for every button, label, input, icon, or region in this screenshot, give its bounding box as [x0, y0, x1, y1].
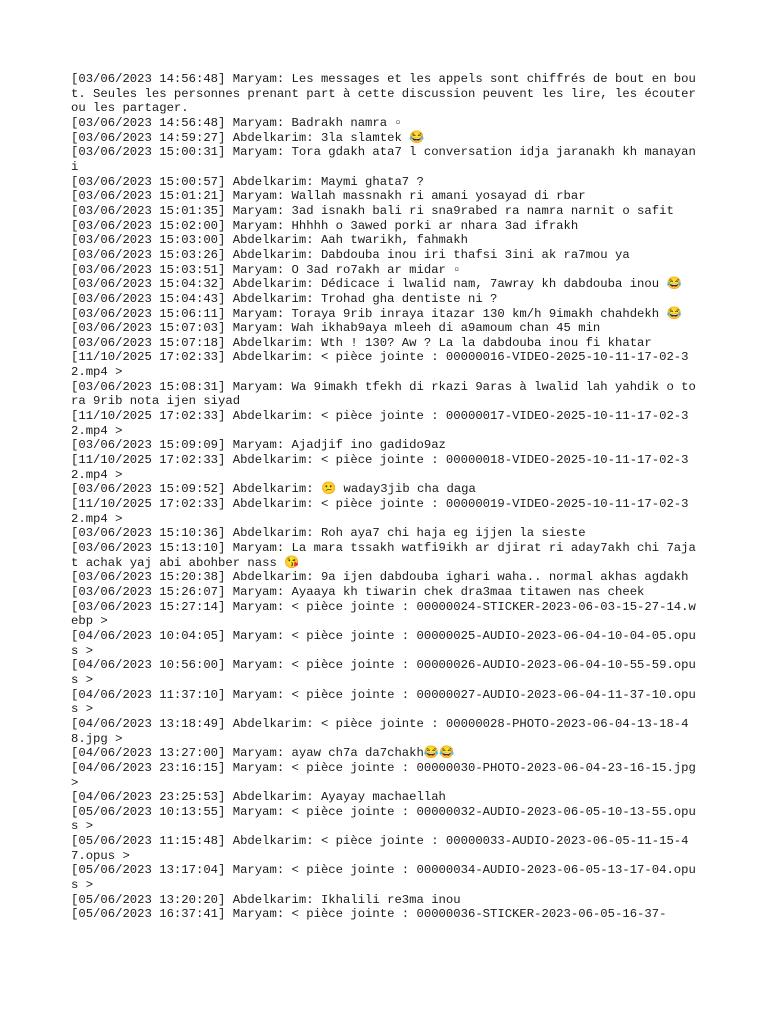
message-line: [03/06/2023 15:00:57] Abdelkarim: Maymi ghata7 ? — [71, 174, 424, 189]
message-line: [03/06/2023 15:07:18] Abdelkarim: Wth ! 130? Aw ? La la dabdouba inou fi khatar — [71, 335, 652, 350]
message-line: [03/06/2023 15:01:35] Maryam: 3ad isnakh bali ri sna9rabed ra namra narnit o safit — [71, 203, 674, 218]
message-line: [05/06/2023 13:20:20] Abdelkarim: Ikhalili re3ma inou — [71, 892, 461, 907]
message-line: [03/06/2023 15:02:00] Maryam: Hhhhh o 3awed porki ar nhara 3ad ifrakh — [71, 218, 579, 233]
message-line: [04/06/2023 13:27:00] Maryam: ayaw ch7a da7chakh😂😂 — [71, 746, 455, 761]
attachment-line: [04/06/2023 23:16:15] Maryam: < pièce jointe : 00000030-PHOTO-2023-06-04-23-16-15.jpg > — [71, 760, 704, 790]
message-line: [03/06/2023 15:09:09] Maryam: Ajadjif ino gadido9az — [71, 438, 446, 453]
attachment-line: [04/06/2023 10:04:05] Maryam: < pièce jointe : 00000025-AUDIO-2023-06-04-10-04-05.opus > — [71, 628, 696, 658]
attachment-line: [05/06/2023 11:15:48] Abdelkarim: < pièce jointe : 00000033-AUDIO-2023-06-05-11-15-47.opus > — [71, 834, 689, 863]
attachment-line: [04/06/2023 13:18:49] Abdelkarim: < pièce jointe : 00000028-PHOTO-2023-06-04-13-18-48.jpg > — [71, 716, 689, 746]
attachment-line: [04/06/2023 11:37:10] Maryam: < pièce jointe : 00000027-AUDIO-2023-06-04-11-37-10.opus > — [71, 687, 696, 717]
message-line: [03/06/2023 15:13:10] Maryam: La mara tssakh watfi9ikh ar djirat ri aday7akh chi 7ajat achak yaj abi abohber nass 😘 — [71, 541, 696, 570]
message-line: [03/06/2023 15:10:36] Abdelkarim: Roh aya7 chi haja eg ijjen la sieste — [71, 526, 586, 541]
attachment-line: [11/10/2025 17:02:33] Abdelkarim: < pièce jointe : 00000016-VIDEO-2025-10-11-17-02-32.mp4 > — [71, 350, 689, 380]
message-line: [04/06/2023 23:25:53] Abdelkarim: Ayayay machaellah — [71, 790, 446, 805]
message-line: [03/06/2023 15:20:38] Abdelkarim: 9a ijen dabdouba ighari waha.. normal akhas agdakh — [71, 570, 689, 585]
message-line: [03/06/2023 15:06:11] Maryam: Toraya 9rib inraya itazar 130 km/h 9imakh chahdekh 😂 — [71, 306, 682, 321]
message-line: [03/06/2023 15:00:31] Maryam: Tora gdakh ata7 l conversation idja jaranakh kh manayani — [71, 145, 696, 174]
message-line: [03/06/2023 15:09:52] Abdelkarim: 😕 waday3jib cha daga — [71, 482, 476, 497]
attachment-line: [05/06/2023 10:13:55] Maryam: < pièce jointe : 00000032-AUDIO-2023-06-05-10-13-55.opus > — [71, 804, 696, 834]
message-line: [03/06/2023 15:01:21] Maryam: Wallah massnakh ri amani yosayad di rbar — [71, 189, 586, 204]
message-line: [03/06/2023 15:04:43] Abdelkarim: Trohad gha dentiste ni ? — [71, 291, 498, 306]
message-line: [03/06/2023 15:04:32] Abdelkarim: Dédicace i lwalid nam, 7awray kh dabdouba inou 😂 — [71, 277, 682, 292]
message-line: [03/06/2023 15:08:31] Maryam: Wa 9imakh tfekh di rkazi 9aras à lwalid lah yahdik o tora 9rib nota ijen siyad — [71, 379, 696, 409]
message-line: [03/06/2023 15:03:51] Maryam: O 3ad ro7akh ar midar ▫ — [71, 262, 461, 277]
message-line: [03/06/2023 15:26:07] Maryam: Ayaaya kh tiwarin chek dra3maa titawen nas cheek — [71, 584, 645, 599]
attachment-line: [03/06/2023 15:27:14] Maryam: < pièce jointe : 00000024-STICKER-2023-06-03-15-27-14.webp > — [71, 599, 696, 629]
message-line: [03/06/2023 15:03:00] Abdelkarim: Aah twarikh, fahmakh — [71, 233, 468, 248]
attachment-line: [11/10/2025 17:02:33] Abdelkarim: < pièce jointe : 00000017-VIDEO-2025-10-11-17-02-32.mp4 > — [71, 409, 689, 438]
message-line: [03/06/2023 14:56:48] Maryam: Les messages et les appels sont chiffrés de bout en bout. Seules les personnes prenant part à cette discussion peuvent les lire, les écouter ou les partager. — [71, 72, 704, 116]
chat-transcript — [71, 72, 704, 922]
attachment-line: [04/06/2023 10:56:00] Maryam: < pièce jointe : 00000026-AUDIO-2023-06-04-10-55-59.opus > — [71, 658, 696, 687]
message-line: [03/06/2023 15:03:26] Abdelkarim: Dabdouba inou iri thafsi 3ini ak ra7mou ya — [71, 247, 630, 262]
attachment-line: [05/06/2023 16:37:41] Maryam: < pièce jointe : 00000036-STICKER-2023-06-05-16-37- — [71, 907, 667, 922]
attachment-line: [05/06/2023 13:17:04] Maryam: < pièce jointe : 00000034-AUDIO-2023-06-05-13-17-04.opus > — [71, 863, 696, 893]
attachment-line: [11/10/2025 17:02:33] Abdelkarim: < pièce jointe : 00000019-VIDEO-2025-10-11-17-02-32.mp4 > — [71, 497, 689, 526]
message-line: [03/06/2023 14:56:48] Maryam: Badrakh namra ▫ — [71, 115, 402, 130]
attachment-line: [11/10/2025 17:02:33] Abdelkarim: < pièce jointe : 00000018-VIDEO-2025-10-11-17-02-32.mp4 > — [71, 453, 689, 482]
message-line: [03/06/2023 15:07:03] Maryam: Wah ikhab9aya mleeh di a9amoum chan 45 min — [71, 321, 601, 336]
message-line: [03/06/2023 14:59:27] Abdelkarim: 3la slamtek 😂 — [71, 130, 425, 145]
